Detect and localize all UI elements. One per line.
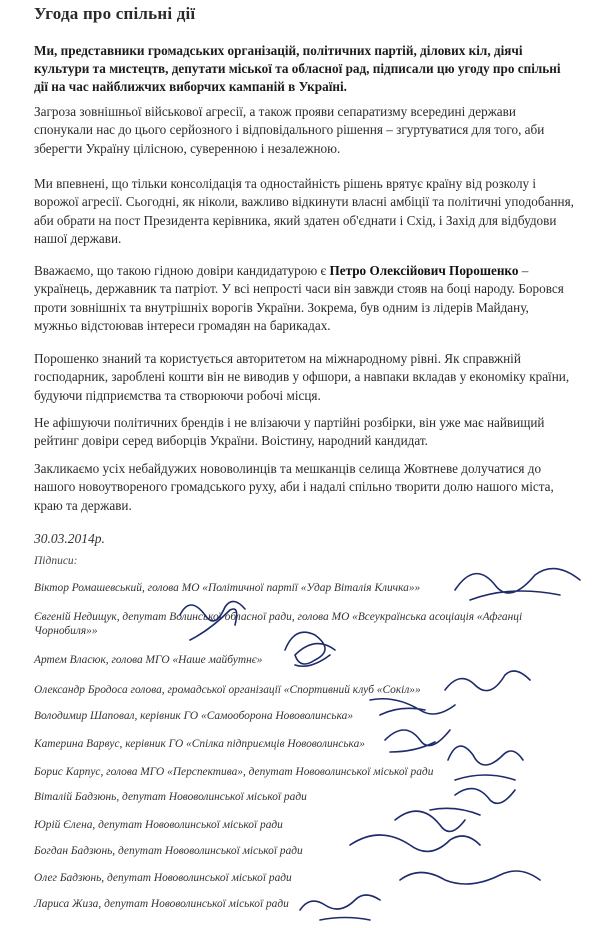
paragraph-rating: Не афішуючи політичних брендів і не влізаючи у партійні розбірки, він уже має найвищий рейтинг довіри серед виборців України. Воістину, народний кандидат.	[34, 415, 545, 449]
signatory-line: Олександр Бродоса голова, громадської організації «Спортивний клуб «Сокіл»»	[34, 684, 421, 696]
candidate-text-start: Вважаємо, що такою гідною довіри кандидатурою є	[34, 263, 330, 278]
document-date: 30.03.2014р.	[34, 531, 105, 546]
signatory-line: Борис Карпус, голова МГО «Перспектива», депутат Нововолинської міської ради	[34, 766, 434, 778]
signatory-line: Олег Бадзюнь, депутат Нововолинської міської ради	[34, 872, 292, 884]
document-title: Угода про спільні дії	[34, 4, 196, 23]
paragraph-reputation: Порошенко знаний та користується авторитетом на міжнародному рівні. Як справжній господарник, зароблені кошти він не виводив у офшори, а навпаки вкладав у економіку країни, будуючи підприємства та створюючи робочі місця.	[34, 351, 570, 403]
signatory-line: Віталій Бадзюнь, депутат Нововолинської міської ради	[34, 791, 307, 803]
signatory-line: Віктор Ромашевський, голова МО «Політичної партії «Удар Віталія Кличка»»	[34, 582, 421, 594]
signatory-line: Володимир Шаповал, керівник ГО «Самооборона Нововолинська»	[34, 710, 354, 722]
signatory-line: Богдан Бадзюнь, депутат Нововолинської міської ради	[34, 845, 303, 857]
signatory-line: Катерина Варвус, керівник ГО «Спілка підприємців Нововолинська»	[34, 738, 365, 750]
signatory-line: Євгеній Недищук, депутат Волинської обласної ради, голова МО «Всеукраїнська асоціація «Афганці Чорнобиля»»	[34, 611, 523, 637]
paragraph-threat: Загроза зовнішньої військової агресії, а також прояви сепаратизму всередині держави спонукали нас до цього серйозного і відповідального рішення – згуртуватися для того, аби зберегти Україну цілісною, суверенною і незалежною.	[34, 104, 545, 156]
intro-paragraph: Ми, представники громадських організацій, політичних партій, ділових кіл, діячі культури та мистецтв, депутати міської та обласної рад, підписали цю угоду про спільні дії на час найближчих виборчих кампаній в Україні.	[34, 43, 561, 94]
signatory-line: Артем Власюк, голова МГО «Наше майбутнє»	[34, 654, 263, 666]
signatory-line: Лариса Жиза, депутат Нововолинської міської ради	[34, 898, 289, 910]
paragraph-consolidation: Ми впевнені, що тільки консолідація та одностайність рішень врятує країну від розколу і ворожої агресії. Сьогодні, як ніколи, важливо відкинути власні амбіції та політичні уподобання, аби обрати на пост Президента керівника, який здатен об'єднати і Схід, і Захід для відбудови нашої держави.	[34, 176, 574, 246]
signatory-line: Юрій Єлена, депутат Нововолинської міської ради	[34, 819, 283, 831]
paragraph-candidate	[34, 262, 574, 335]
signatures-heading: Підписи:	[34, 555, 78, 567]
candidate-name: Петро Олексійович Порошенко	[329, 263, 519, 278]
candidate-text-end: – українець, державник та патріот. У всі непрості часи він завжди стояв на боці народу. Боровся проти зовнішніх та внутрішніх ворогів України. Зокрема, був одним із лідерів Майдану, мужньо відстоював інтереси громадян на барикадах.	[34, 263, 564, 333]
paragraph-appeal: Закликаємо усіх небайдужих нововолинців та мешканців селища Жовтневе долучатися до нашого новоутвореного громадського руху, аби і надалі спільно творити долю нашого міста, краю та держави.	[34, 461, 554, 513]
